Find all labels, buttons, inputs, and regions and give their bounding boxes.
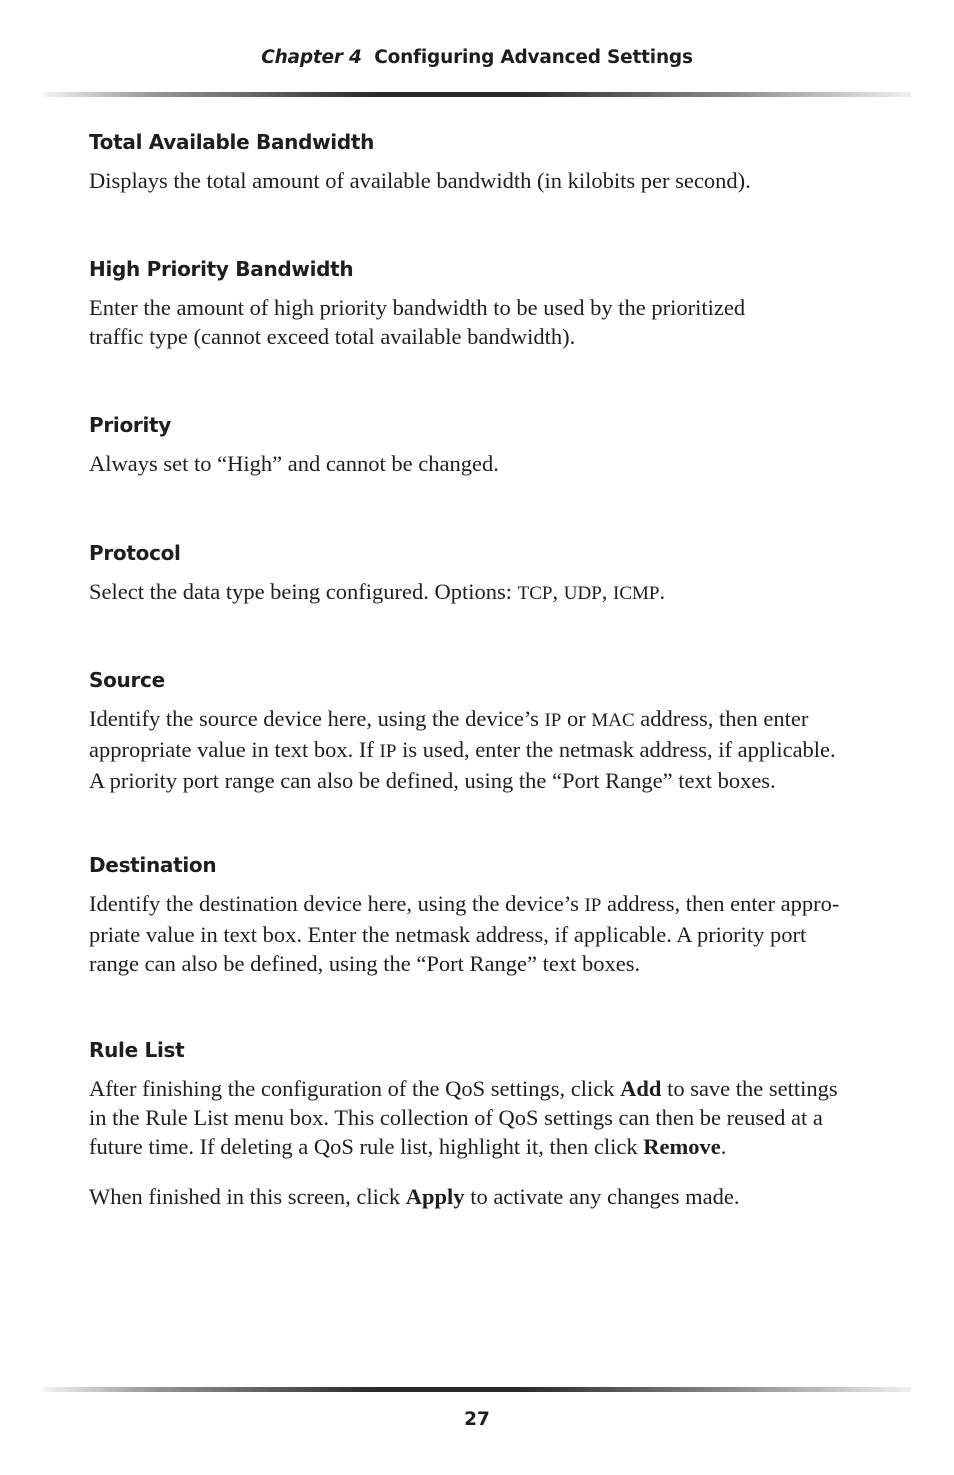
ip-term: IP bbox=[584, 895, 602, 916]
section-heading: Source bbox=[89, 668, 165, 692]
section-source bbox=[89, 662, 869, 847]
page-number: 27 bbox=[464, 1409, 490, 1430]
section-priority bbox=[89, 407, 869, 535]
text-run: to save the settings bbox=[661, 1076, 838, 1101]
chapter-title: Configuring Advanced Settings bbox=[374, 47, 693, 68]
text-run: Identify the destination device here, using the device’s bbox=[89, 891, 585, 916]
section-destination bbox=[89, 847, 869, 1032]
section-text-line: range can also be defined, using the “Port Range” text boxes. bbox=[89, 951, 641, 976]
protocol-lead: Select the data type being configured. Options: bbox=[89, 579, 518, 604]
footer-divider bbox=[44, 1387, 911, 1392]
text-run: appropriate value in text box. If bbox=[89, 737, 380, 762]
finish-instruction bbox=[89, 1182, 869, 1211]
chapter-label: Chapter 4 bbox=[261, 47, 362, 68]
text-run: When finished in this screen, click bbox=[89, 1184, 406, 1209]
page-header bbox=[0, 44, 954, 72]
section-text: Always set to “High” and cannot be changed. bbox=[89, 451, 499, 476]
add-term: Add bbox=[620, 1076, 662, 1101]
section-text-line: Enter the amount of high priority bandwidth to be used by the prioritized bbox=[89, 295, 746, 320]
text-run: . bbox=[720, 1134, 727, 1159]
section-heading: Protocol bbox=[89, 541, 181, 565]
section-text-line bbox=[89, 889, 869, 920]
section-text: Displays the total amount of available bandwidth (in kilobits per second). bbox=[89, 168, 751, 193]
header-divider bbox=[44, 92, 911, 97]
section-total-bandwidth bbox=[89, 124, 869, 251]
section-protocol bbox=[89, 535, 869, 662]
ip-term: IP bbox=[544, 710, 562, 731]
section-heading: Destination bbox=[89, 853, 217, 877]
text-run: address, then enter bbox=[634, 706, 809, 731]
option-udp: UDP bbox=[563, 583, 602, 604]
text-run: future time. If deleting a QoS rule list, highlight it, then click bbox=[89, 1134, 644, 1159]
section-heading: High Priority Bandwidth bbox=[89, 257, 354, 281]
option-tcp: TCP bbox=[517, 583, 553, 604]
text-run: address, then enter appro- bbox=[601, 891, 840, 916]
option-icmp: ICMP bbox=[613, 583, 660, 604]
section-rule-list bbox=[89, 1032, 869, 1211]
section-heading: Rule List bbox=[89, 1038, 185, 1062]
remove-term: Remove bbox=[643, 1134, 721, 1159]
section-text-line: priate value in text box. Enter the netmask address, if applicable. A priority port bbox=[89, 922, 807, 947]
section-heading: Total Available Bandwidth bbox=[89, 130, 375, 154]
text-run: After finishing the configuration of the QoS settings, click bbox=[89, 1076, 621, 1101]
text-run: or bbox=[561, 706, 592, 731]
section-text-line bbox=[89, 1132, 869, 1161]
text-run: Identify the source device here, using the device’s bbox=[89, 706, 545, 731]
section-text: Select the data type being configured. Options: TCP, UDP, ICMP. bbox=[89, 579, 666, 604]
text-run: to activate any changes made. bbox=[464, 1184, 740, 1209]
section-text-line: in the Rule List menu box. This collection of QoS settings can then be reused at a bbox=[89, 1105, 823, 1130]
section-text-line bbox=[89, 704, 869, 735]
mac-term: MAC bbox=[591, 710, 635, 731]
ip-term: IP bbox=[379, 741, 397, 762]
section-high-priority-bandwidth bbox=[89, 251, 869, 407]
apply-term: Apply bbox=[405, 1184, 465, 1209]
text-run: is used, enter the netmask address, if applicable. bbox=[396, 737, 836, 762]
page-body bbox=[89, 124, 869, 1211]
section-text-line bbox=[89, 1074, 869, 1103]
section-text-line bbox=[89, 735, 869, 766]
section-text-line: A priority port range can also be defined, using the “Port Range” text boxes. bbox=[89, 768, 776, 793]
section-text-line: traffic type (cannot exceed total available bandwidth). bbox=[89, 324, 576, 349]
section-heading: Priority bbox=[89, 413, 172, 437]
